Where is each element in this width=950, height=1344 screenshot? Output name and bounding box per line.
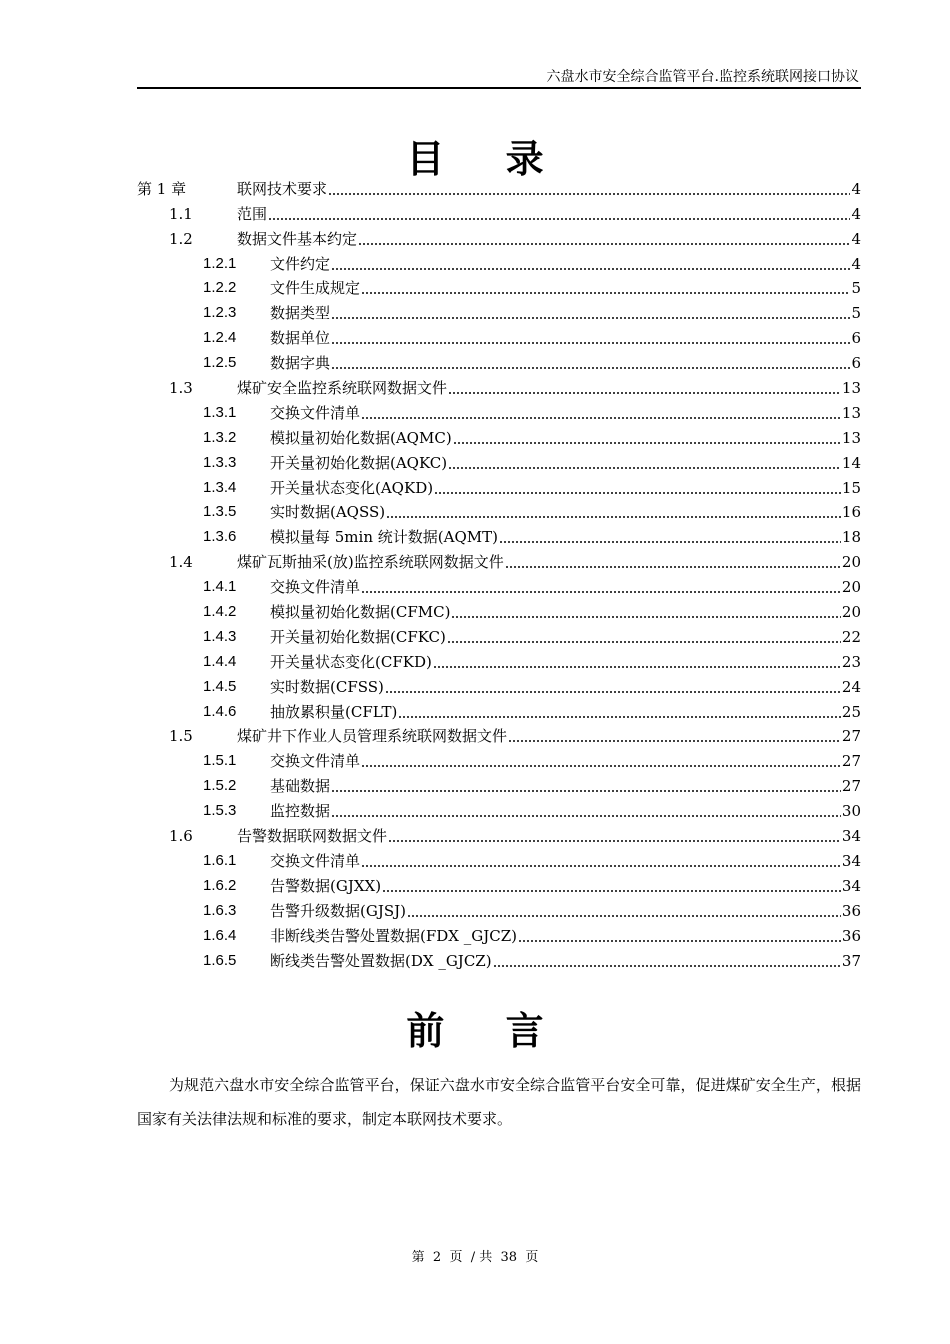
toc-entry[interactable] bbox=[137, 398, 861, 423]
running-header: 六盘水市安全综合监管平台.监控系统联网接口协议 bbox=[546, 69, 859, 85]
toc-entry-number: 1.4.4 bbox=[203, 652, 237, 670]
toc-entry-number: 1.6.5 bbox=[203, 951, 237, 969]
toc-entry-number: 1.4.2 bbox=[203, 603, 237, 621]
toc-entry-number: 1.3.1 bbox=[203, 403, 237, 421]
toc-dot-leader bbox=[398, 716, 841, 718]
toc-entry[interactable] bbox=[137, 473, 861, 498]
toc-entry-title: 联网技术要求 bbox=[237, 179, 328, 198]
toc-entry[interactable] bbox=[137, 647, 861, 672]
toc-dot-leader bbox=[453, 442, 841, 444]
toc-entry-title: 数据单位 bbox=[270, 329, 331, 348]
toc-entry-page: 13 bbox=[841, 379, 861, 398]
toc-dot-leader bbox=[451, 616, 840, 618]
toc-entry-page: 14 bbox=[841, 453, 861, 472]
toc-dot-leader bbox=[386, 516, 841, 518]
toc-dot-leader bbox=[331, 790, 841, 792]
toc-entry[interactable] bbox=[137, 448, 861, 473]
toc-entry-page: 4 bbox=[851, 229, 861, 248]
toc-entry-number: 1.2.3 bbox=[203, 304, 237, 322]
toc-dot-leader bbox=[331, 815, 841, 817]
toc-entry-number: 1.4 bbox=[169, 553, 193, 572]
toc-entry[interactable] bbox=[137, 921, 861, 946]
toc-dot-leader bbox=[447, 641, 841, 643]
toc-entry[interactable] bbox=[137, 597, 861, 622]
toc-entry-page: 4 bbox=[851, 179, 861, 198]
toc-entry-page: 37 bbox=[841, 951, 861, 970]
toc-entry-page: 36 bbox=[841, 901, 861, 920]
toc-entry-number: 1.5 bbox=[169, 727, 193, 746]
toc-entry[interactable] bbox=[137, 846, 861, 871]
toc-entry[interactable] bbox=[137, 547, 861, 572]
toc-entry-title: 告警升级数据(GJSJ) bbox=[270, 901, 406, 920]
toc-dot-leader bbox=[361, 865, 841, 867]
toc-entry[interactable] bbox=[137, 298, 861, 323]
toc-entry-title: 开关量初始化数据(AQKC) bbox=[270, 453, 448, 472]
toc-entry[interactable] bbox=[137, 224, 861, 249]
toc-entry[interactable] bbox=[137, 821, 861, 846]
toc-entry-page: 22 bbox=[841, 627, 861, 646]
toc-entry-number: 第 1 章 bbox=[137, 179, 187, 198]
toc-entry-page: 34 bbox=[841, 827, 861, 846]
page-footer: 第 2 页 / 共 38 页 bbox=[411, 1250, 539, 1265]
toc-entry-title: 文件生成规定 bbox=[270, 279, 361, 298]
toc-entry-number: 1.3.5 bbox=[203, 503, 237, 521]
toc-entry-page: 20 bbox=[841, 578, 861, 597]
toc-entry-page: 5 bbox=[851, 279, 861, 298]
toc-entry-page: 23 bbox=[841, 652, 861, 671]
toc-entry[interactable] bbox=[137, 249, 861, 274]
toc-entry-number: 1.4.1 bbox=[203, 578, 237, 596]
toc-entry[interactable] bbox=[137, 522, 861, 547]
toc-entry-number: 1.3.6 bbox=[203, 528, 237, 546]
toc-entry[interactable] bbox=[137, 871, 861, 896]
toc-entry-title: 交换文件清单 bbox=[270, 403, 361, 422]
toc-entry-page: 4 bbox=[851, 204, 861, 223]
toc-dot-leader bbox=[331, 342, 850, 344]
toc-entry-number: 1.3.4 bbox=[203, 478, 237, 496]
toc-dot-leader bbox=[407, 915, 841, 917]
toc-dot-leader bbox=[434, 492, 841, 494]
toc-dot-leader bbox=[448, 392, 841, 394]
toc-entry-page: 15 bbox=[841, 478, 861, 497]
toc-dot-leader bbox=[433, 666, 841, 668]
toc-entry-page: 34 bbox=[841, 876, 861, 895]
toc-dot-leader bbox=[385, 691, 841, 693]
toc-entry-number: 1.2.4 bbox=[203, 329, 237, 347]
toc-heading: 目 录 bbox=[406, 137, 568, 181]
toc-entry-number: 1.3 bbox=[169, 379, 193, 398]
toc-entry[interactable] bbox=[137, 498, 861, 523]
toc-entry[interactable] bbox=[137, 174, 861, 199]
toc-dot-leader bbox=[361, 765, 841, 767]
toc-dot-leader bbox=[328, 193, 850, 195]
toc-entry-title: 煤矿瓦斯抽采(放)监控系统联网数据文件 bbox=[237, 553, 504, 572]
toc-entry[interactable] bbox=[137, 423, 861, 448]
toc-entry-page: 27 bbox=[841, 777, 861, 796]
toc-entry-page: 30 bbox=[841, 802, 861, 821]
toc-entry-number: 1.1 bbox=[169, 204, 193, 223]
toc-entry-page: 27 bbox=[841, 752, 861, 771]
toc-entry[interactable] bbox=[137, 697, 861, 722]
toc-entry-page: 13 bbox=[841, 403, 861, 422]
toc-entry-number: 1.2.2 bbox=[203, 279, 237, 297]
toc-entry-number: 1.6.3 bbox=[203, 901, 237, 919]
toc-entry-page: 25 bbox=[841, 702, 861, 721]
toc-entry-title: 实时数据(AQSS) bbox=[270, 503, 386, 522]
preface-heading: 前 言 bbox=[406, 1009, 568, 1053]
toc-entry-number: 1.2 bbox=[169, 229, 193, 248]
toc-entry-page: 18 bbox=[841, 528, 861, 547]
toc-dot-leader bbox=[361, 417, 841, 419]
toc-entry[interactable] bbox=[137, 274, 861, 299]
toc-entry-page: 4 bbox=[851, 254, 861, 273]
toc-entry[interactable] bbox=[137, 622, 861, 647]
toc-entry[interactable] bbox=[137, 746, 861, 771]
toc-entry[interactable] bbox=[137, 946, 861, 971]
toc-dot-leader bbox=[518, 940, 841, 942]
toc-entry-number: 1.5.2 bbox=[203, 777, 237, 795]
toc-entry-title: 模拟量初始化数据(AQMC) bbox=[270, 428, 452, 447]
toc-dot-leader bbox=[361, 292, 850, 294]
toc-entry[interactable] bbox=[137, 572, 861, 597]
table-of-contents bbox=[137, 174, 861, 971]
toc-entry-title: 非断线类告警处置数据(FDX _GJCZ) bbox=[270, 926, 517, 945]
toc-entry-page: 20 bbox=[841, 603, 861, 622]
toc-entry-page: 6 bbox=[851, 354, 861, 373]
toc-entry-number: 1.6 bbox=[169, 827, 193, 846]
toc-entry-number: 1.4.3 bbox=[203, 627, 237, 645]
toc-entry[interactable] bbox=[137, 771, 861, 796]
toc-entry-title: 告警数据联网数据文件 bbox=[237, 827, 388, 846]
toc-entry-page: 5 bbox=[851, 304, 861, 323]
toc-entry-title: 数据字典 bbox=[270, 354, 331, 373]
toc-entry-number: 1.5.1 bbox=[203, 752, 237, 770]
toc-entry-number: 1.4.6 bbox=[203, 702, 237, 720]
toc-dot-leader bbox=[331, 317, 850, 319]
toc-entry-title: 告警数据(GJXX) bbox=[270, 876, 382, 895]
toc-entry-number: 1.2.5 bbox=[203, 354, 237, 372]
toc-dot-leader bbox=[508, 740, 841, 742]
preface-paragraph: 为规范六盘水市安全综合监管平台，保证六盘水市安全综合监管平台安全可靠，促进煤矿安全生产，根据国家有关法律法规和标准的要求，制定本联网技术要求。 bbox=[137, 1076, 861, 1128]
toc-entry-page: 24 bbox=[841, 677, 861, 696]
toc-entry-title: 交换文件清单 bbox=[270, 851, 361, 870]
toc-entry-number: 1.6.1 bbox=[203, 851, 237, 869]
toc-entry-page: 20 bbox=[841, 553, 861, 572]
toc-entry-number: 1.3.3 bbox=[203, 453, 237, 471]
toc-entry-page: 13 bbox=[841, 428, 861, 447]
toc-entry-number: 1.4.5 bbox=[203, 677, 237, 695]
toc-entry[interactable] bbox=[137, 323, 861, 348]
toc-entry[interactable] bbox=[137, 199, 861, 224]
toc-entry-title: 交换文件清单 bbox=[270, 752, 361, 771]
toc-entry-page: 27 bbox=[841, 727, 861, 746]
toc-entry-title: 模拟量初始化数据(CFMC) bbox=[270, 603, 451, 622]
toc-entry-title: 数据文件基本约定 bbox=[237, 229, 358, 248]
toc-entry-number: 1.5.3 bbox=[203, 802, 237, 820]
toc-entry-title: 监控数据 bbox=[270, 802, 331, 821]
toc-entry-number: 1.3.2 bbox=[203, 428, 237, 446]
toc-entry-number: 1.6.2 bbox=[203, 876, 237, 894]
toc-dot-leader bbox=[358, 243, 850, 245]
toc-entry-title: 开关量初始化数据(CFKC) bbox=[270, 627, 446, 646]
toc-dot-leader bbox=[505, 566, 841, 568]
toc-dot-leader bbox=[331, 268, 850, 270]
toc-entry-title: 数据类型 bbox=[270, 304, 331, 323]
toc-entry-number: 1.6.4 bbox=[203, 926, 237, 944]
toc-entry-title: 开关量状态变化(CFKD) bbox=[270, 652, 432, 671]
toc-dot-leader bbox=[382, 890, 841, 892]
toc-entry[interactable] bbox=[137, 373, 861, 398]
toc-entry-title: 实时数据(CFSS) bbox=[270, 677, 384, 696]
toc-entry-page: 34 bbox=[841, 851, 861, 870]
toc-entry[interactable] bbox=[137, 896, 861, 921]
toc-entry-title: 煤矿安全监控系统联网数据文件 bbox=[237, 379, 448, 398]
toc-dot-leader bbox=[493, 965, 841, 967]
toc-dot-leader bbox=[499, 541, 841, 543]
toc-entry-number: 1.2.1 bbox=[203, 254, 237, 272]
toc-dot-leader bbox=[361, 591, 841, 593]
toc-entry-title: 抽放累积量(CFLT) bbox=[270, 702, 398, 721]
toc-entry-title: 煤矿井下作业人员管理系统联网数据文件 bbox=[237, 727, 508, 746]
toc-entry-title: 开关量状态变化(AQKD) bbox=[270, 478, 434, 497]
toc-entry-page: 36 bbox=[841, 926, 861, 945]
toc-entry[interactable] bbox=[137, 796, 861, 821]
toc-entry-title: 模拟量每 5min 统计数据(AQMT) bbox=[270, 528, 498, 547]
toc-entry-title: 范围 bbox=[237, 204, 268, 223]
toc-dot-leader bbox=[448, 467, 841, 469]
toc-entry[interactable] bbox=[137, 672, 861, 697]
toc-dot-leader bbox=[268, 218, 850, 220]
toc-entry-page: 6 bbox=[851, 329, 861, 348]
toc-entry-title: 基础数据 bbox=[270, 777, 331, 796]
toc-entry-page: 16 bbox=[841, 503, 861, 522]
toc-entry-title: 文件约定 bbox=[270, 254, 331, 273]
toc-entry[interactable] bbox=[137, 348, 861, 373]
header-divider bbox=[137, 87, 861, 89]
toc-entry-title: 交换文件清单 bbox=[270, 578, 361, 597]
toc-dot-leader bbox=[388, 840, 841, 842]
toc-entry-title: 断线类告警处置数据(DX _GJCZ) bbox=[270, 951, 492, 970]
toc-entry[interactable] bbox=[137, 722, 861, 747]
toc-dot-leader bbox=[331, 367, 850, 369]
